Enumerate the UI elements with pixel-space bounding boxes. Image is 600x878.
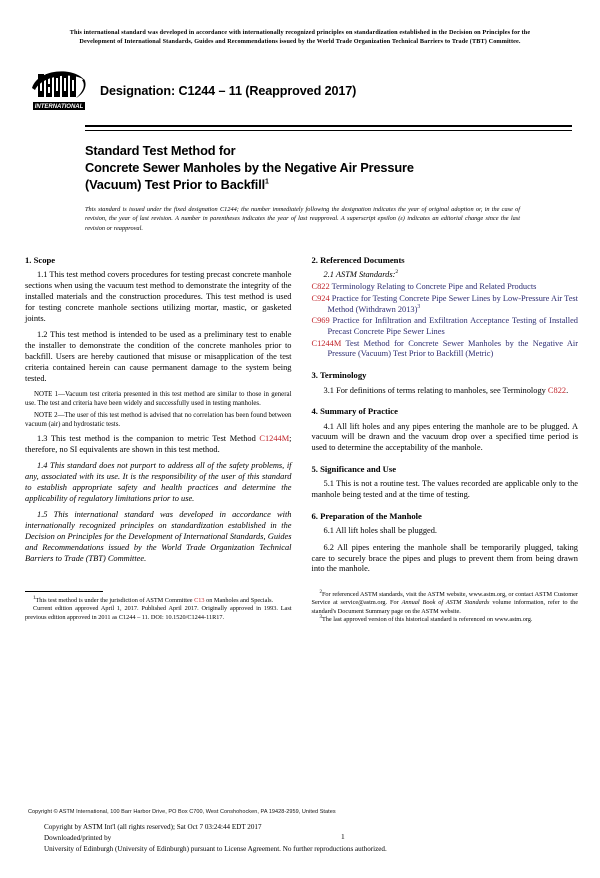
footnote-1-marker: 1 [33,595,36,601]
wto-preamble-line1: This international standard was developed in accordance with internationally recognized principles on standardization established in the Decision on Principles for the [69,29,531,36]
reference-designation[interactable]: C1244M [311,338,342,348]
body-columns [25,255,578,581]
page-number: 1 [341,832,345,841]
paragraph-3-1-part-b: . [566,385,569,395]
header-rule-thick [85,125,572,127]
paragraph-1-1: 1.1 This test method covers procedures for testing precast concrete manhole sections when using the vacuum test method to demonstrate the integrity of the installed materials and the construction procedures. This test method is used for testing concrete manhole sections utilizing mortar, mastic, or gasketed joints. [25,270,292,323]
paragraph-3-1 [312,386,579,397]
copyright-line: Copyright © ASTM International, 100 Barr Harbor Drive, PO Box C700, West Conshohocken, PA 19428-2959, United States [28,809,336,815]
link-c13[interactable]: C13 [194,596,205,604]
note-1-text: Vacuum test criteria presented in this test method are similar to those in general use. The test and criteria have been widely and successfully used in testing manholes. [25,391,292,408]
footnotes-right [312,591,579,625]
paragraph-5-1: 5.1 This is not a routine test. The values recorded are applicable only to the manhole being tested and at the time of testing. [311,479,578,500]
footnote-2-part-a: For referenced ASTM standards, visit the ASTM website, www.astm.org, or contact ASTM Customer Service at service@astm.org. For [311,590,578,607]
stamp-line-3: University of Edinburgh (University of Edinburgh) pursuant to License Agreement. No further reproductions authorized. [44,844,387,853]
footnote-separator-rule [25,591,103,592]
right-column [312,255,579,581]
title-line-3-text: (Vacuum) Test Prior to Backfill [85,176,265,192]
footnote-3-text: The last approved version of this historical standard is referenced on www.astm.org. [321,616,533,624]
reference-designation[interactable]: C969 [311,316,330,326]
stamp-line-1: Copyright by ASTM Int'l (all rights reserved); Sat Oct 7 03:24:44 EDT 2017 [44,823,262,831]
download-stamp [44,822,600,854]
footnote-2-italic: Annual Book of ASTM Standards [401,599,490,607]
reference-designation[interactable]: C924 [311,293,330,303]
paragraph-1-3 [25,434,292,456]
masthead [28,63,600,119]
reference-title: Practice for Infiltration and Exfiltration Acceptance Testing of Installed Precast Concrete Pipe Sewer Lines [327,316,578,337]
designation-line: Designation: C1244 – 11 (Reapproved 2017) [100,83,357,98]
footnote-1-part-a: This test method is under the jurisdiction of ASTM Committee [35,596,195,604]
reference-item[interactable] [312,316,579,338]
footnote-2 [312,591,579,617]
title-footnote-marker: 1 [265,178,269,186]
paragraph-6-1: 6.1 All lift holes shall be plugged. [323,526,438,536]
footnote-2-marker: 2 [319,589,322,595]
link-c1244m[interactable]: C1244M [259,434,290,444]
reference-item[interactable] [312,294,579,316]
note-2-label: NOTE 2— [34,411,65,419]
reference-title: Terminology Relating to Concrete Pipe and Related Products [331,282,537,292]
page-footer [0,809,600,854]
footnote-3 [312,616,579,625]
issued-under-note: This standard is issued under the fixed designation C1244; the number immediately following the designation indicates the year of original adoption or, in the case of revision, the year of last revision. A number in parentheses indicates the year of last reapproval. A superscript epsilon (ε) indicates an editorial change since the last revision or reapproval. [85,205,520,232]
stamp-line-2: Downloaded/printed by [44,833,112,842]
paragraph-1-2: 1.2 This test method is intended to be used as a preliminary test to enable the installer to demonstrate the condition of the concrete manholes prior to backfill. Users are hereby cautioned that misuse or misapplication of the test criteria contained herein can cause permanent damage to the system being tested. [25,330,292,383]
astm-international-logo [28,65,90,117]
reference-title: Practice for Testing Concrete Pipe Sewer Lines by Low-Pressure Air Test Method (Withdrawn 2013) [327,293,579,314]
note-2-text: The user of this test method is advised that no correlation has been found between vacuum (air) and hydrostatic tests. [25,411,292,428]
note-1 [25,390,292,409]
title-line-1: Standard Test Method for [85,142,236,158]
reference-title: Test Method for Concrete Sewer Manholes by the Negative Air Pressure (Vacuum) Test Prior to Backfill (Metric) [327,338,578,359]
heading-summary-of-practice: 4. Summary of Practice [311,406,398,417]
paragraph-6-2: 6.2 All pipes entering the manhole shall be temporarily plugged, taking care to securely brace the pipes and plugs to prevent them from being drawn into the manhole. [311,542,578,574]
paragraph-1-5: 1.5 This international standard was developed in accordance with internationally recognized principles on standardization established in the Decision on Principles for the Development of International Standards, Guides and Recommendations issued by the World Trade Organization Technical Barriers to Trade (TBT) Committee. [25,510,292,563]
footnote-edition-info: Current edition approved April 1, 2017. Published April 2017. Originally approved in 1993. Last previous edition approved in 2011 as C1244 – 11. DOI: 10.1520/C1244-11R17. [25,605,292,621]
title-line-3 [85,176,566,193]
footnotes-area [25,591,578,625]
reference-item[interactable] [312,282,579,293]
footnotes-left [25,591,292,625]
wto-preamble-line2: Development of International Standards, Guides and Recommendations issued by the World Trade Organization Technical Barriers to Trade (TBT) Committee. [79,38,521,46]
reference-designation[interactable]: C822 [311,282,330,292]
header-rule-thin [85,130,572,131]
title-line-2: Concrete Sewer Manholes by the Negative Air Pressure [85,159,414,175]
paragraph-1-3-part-b: ; therefore, no SI equivalents are shown in this test method. [25,434,292,455]
paragraph-3-1-part-a: 3.1 For definitions of terms relating to manholes, see Terminology [323,385,548,395]
referenced-standards-list [312,282,579,360]
heading-referenced-documents: 2. Referenced Documents [311,255,405,266]
footnote-1 [25,597,292,606]
subheading-footnote-marker: 2 [395,269,399,276]
page-title [85,142,566,193]
reference-footnote-marker: 3 [417,303,421,310]
heading-preparation-of-manhole: 6. Preparation of the Manhole [311,511,422,522]
wto-preamble [34,28,566,47]
paragraph-1-3-part-a: 1.3 This test method is the companion to metric Test Method [37,434,260,444]
note-2 [25,411,292,430]
svg-text:INTERNATIONAL: INTERNATIONAL [34,103,84,110]
document-page [0,28,600,878]
footnote-3-marker: 3 [319,615,322,621]
footnote-2-part-b: volume information, refer to the standard's Document Summary page on the ASTM website. [311,599,578,615]
left-column [25,255,292,581]
heading-scope: 1. Scope [25,255,56,266]
paragraph-4-1: 4.1 All lift holes and any pipes entering the manhole are to be plugged. A vacuum will be drawn and the vacuum drop over a specified time period is used to determine the acceptability of the manhole. [311,421,578,453]
heading-terminology: 3. Terminology [311,370,367,381]
link-c822[interactable]: C822 [547,385,567,395]
subheading-astm-standards-text: 2.1 ASTM Standards: [323,270,396,280]
subheading-astm-standards [312,270,579,279]
reference-item[interactable] [312,339,579,361]
heading-significance-and-use: 5. Significance and Use [311,464,397,475]
note-1-label: NOTE 1— [34,391,65,399]
paragraph-1-4: 1.4 This standard does not purport to address all of the safety problems, if any, associated with its use. It is the responsibility of the user of this standard to establish appropriate safety and health practices and determine the applicability of regulatory limitations prior to use. [25,461,292,504]
footnote-1-part-b: on Manholes and Specials. [204,596,274,604]
